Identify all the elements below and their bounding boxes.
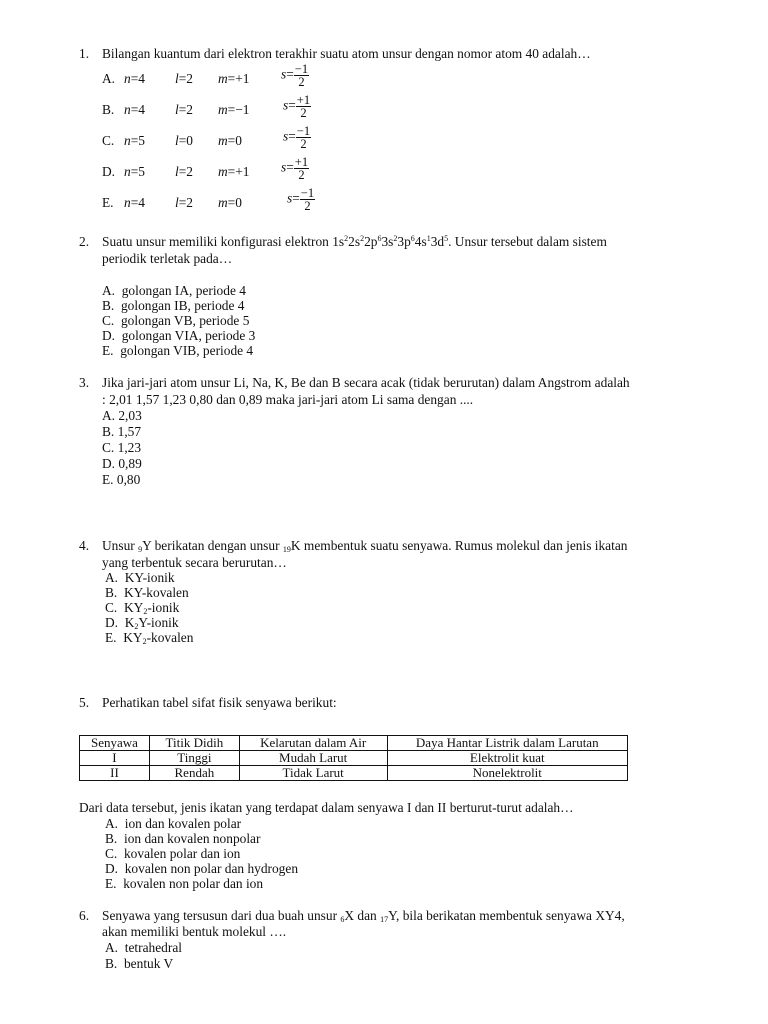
option-letter: B. [105,585,118,600]
orbital: 2s [348,234,361,249]
text-part: Y berikatan dengan unsur [142,538,283,553]
option-text: golongan IA, periode 4 [121,283,246,298]
option-text: golongan VB, periode 5 [120,313,250,328]
question-number: 4. [79,538,90,553]
question-followup: Dari data tersebut, jenis ikatan yang terdapat dalam senyawa I dan II berturut-turut adalah… [79,800,574,815]
electron-count: 6 [410,234,415,243]
s-numerator: +1 [294,155,309,169]
atomic-number: 9 [138,545,143,554]
quantum-n: n=4 [124,71,145,86]
electron-count: 2 [360,234,365,243]
table-cell: Tidak Larut [239,766,387,781]
question-number: 2. [79,234,90,249]
option-letter: B. [102,102,115,117]
atomic-number: 17 [380,915,389,924]
table-cell: Mudah Larut [239,751,387,766]
option-text: golongan IB, periode 4 [120,298,245,313]
quantum-m: m=0 [218,133,242,148]
option-letter: B. [102,298,115,313]
properties-table [79,735,628,781]
option-a [105,816,241,831]
subscript: 2 [134,622,139,631]
m-value: −1 [235,102,250,117]
m-value: +1 [235,164,250,179]
option-letter: C. [102,313,115,328]
l-value: 0 [186,133,193,148]
question-text-line-2: : 2,01 1,57 1,23 0,80 dan 0,89 maka jari-jari atom Li sama dengan .... [102,392,474,407]
quantum-n: n=5 [124,133,145,148]
table-header-cell: Titik Didih [149,736,239,751]
text-part: Y, bila berikatan membentuk senyawa XY4, [388,908,625,923]
option-e [105,630,193,645]
question-text-line-2: yang terbentuk secara berurutan… [102,555,287,570]
question-number: 3. [79,375,90,390]
s-numerator: −1 [294,62,309,76]
m-value: 0 [235,195,242,210]
option-a: A. 2,03 [102,408,142,423]
quantum-l: l=2 [175,164,193,179]
orbital: 2p [364,234,378,249]
orbital: 3d [430,234,445,249]
option-letter: E. [102,195,114,210]
quantum-n: n=4 [124,102,145,117]
question-number: 5. [79,695,90,710]
option-letter: E. [105,630,117,645]
quantum-l: l=2 [175,71,193,86]
question-text: Bilangan kuantum dari elektron terakhir suatu atom unsur dengan nomor atom 40 adalah… [102,46,591,61]
table-cell: Nonelektrolit [387,766,627,781]
option-d: D. 0,89 [102,456,142,471]
table-cell: II [80,766,150,781]
option-c [105,600,179,615]
text-part: Senyawa yang tersusun dari dua buah unsur [102,908,341,923]
option-b [102,298,244,313]
quantum-m: m=−1 [218,102,250,117]
electron-count: 1 [426,234,431,243]
s-denominator: 2 [300,137,307,151]
question-text [102,538,627,553]
table-cell: Tinggi [149,751,239,766]
table-row [80,751,628,766]
option-a [105,570,175,585]
question-text [102,908,625,923]
question-text: Perhatikan tabel sifat fisik senyawa berikut: [102,695,337,710]
quantum-m: m=0 [218,195,242,210]
option-letter: D. [105,861,119,876]
table-cell: Elektrolit kuat [387,751,627,766]
quantum-l: l=0 [175,133,193,148]
s-numerator: −1 [300,186,315,200]
option-letter: C. [105,600,118,615]
atomic-number: 19 [282,545,291,554]
l-value: 2 [186,102,193,117]
option-text: K [124,615,135,630]
option-letter: A. [102,283,116,298]
question-number: 1. [79,46,90,61]
question-text-line-2: periodik terletak pada… [102,251,233,266]
l-value: 2 [186,164,193,179]
option-letter: A. [105,940,119,955]
table-header-cell: Senyawa [80,736,150,751]
option-letter: E. [102,343,114,358]
question-text-line-2: akan memiliki bentuk molekul …. [102,924,287,939]
atomic-number: 6 [340,915,345,924]
text-post: . Unsur tersebut dalam sistem [448,234,607,249]
text-pre: Suatu unsur memiliki konfigurasi elektron [102,234,333,249]
option-text: ion dan kovalen polar [124,816,242,831]
quantum-m: m=+1 [218,71,250,86]
orbital: 3s [381,234,394,249]
option-text: kovalen polar dan ion [123,846,241,861]
text-part: K membentuk suatu senyawa. Rumus molekul dan jenis ikatan [290,538,628,553]
option-letter: D. [102,164,116,179]
option-d [102,328,255,343]
option-a [102,283,246,298]
option-text: kovalen non polar dan ion [123,876,264,891]
option-b [105,831,260,846]
table-cell: Rendah [149,766,239,781]
s-denominator: 2 [304,199,311,213]
option-d [105,615,179,630]
text-part: Unsur [102,538,139,553]
s-numerator: +1 [296,93,311,107]
subscript: 2 [142,637,147,646]
option-letter: E. [105,876,117,891]
l-value: 2 [186,195,193,210]
option-text: Y-ionik [138,615,179,630]
option-letter: D. [105,615,119,630]
m-value: +1 [235,71,250,86]
option-letter: C. [105,846,118,861]
orbital: 3p [397,234,411,249]
text-part: X dan [344,908,381,923]
question-number: 6. [79,908,90,923]
s-denominator: 2 [298,75,305,89]
table-header-cell: Kelarutan dalam Air [239,736,387,751]
option-text: ion dan kovalen nonpolar [123,831,261,846]
option-c [102,313,249,328]
orbital: 1s [332,234,345,249]
quantum-n: n=4 [124,195,145,210]
option-e [102,343,253,358]
s-denominator: 2 [300,106,307,120]
quantum-s: s= $\frac{+1}{2}$ [281,155,309,182]
s-denominator: 2 [298,168,305,182]
option-letter: A. [105,816,119,831]
option-b [105,956,173,971]
option-letter: A. [105,570,119,585]
electron-count: 2 [344,234,349,243]
option-d [105,861,298,876]
option-text: bentuk V [123,956,174,971]
question-text: Jika jari-jari atom unsur Li, Na, K, Be dan B secara acak (tidak berurutan) dalam Angstrom adalah [102,375,630,390]
table-header-cell: Daya Hantar Listrik dalam Larutan [387,736,627,751]
l-value: 2 [186,71,193,86]
orbital: 4s [414,234,427,249]
option-text: tetrahedral [124,940,182,955]
option-text: KY-kovalen [123,585,189,600]
quantum-s: s= $\frac{+1}{2}$ [283,93,311,120]
quantum-m: m=+1 [218,164,250,179]
quantum-s: s= $\frac{-1}{2}$ [287,186,315,213]
option-e [105,876,263,891]
option-c [105,846,240,861]
option-text: golongan VIA, periode 3 [121,328,256,343]
option-letter: A. [102,71,116,86]
option-letter: B. [105,831,118,846]
table-cell: I [80,751,150,766]
electron-count: 6 [377,234,382,243]
option-b [105,585,189,600]
option-text: golongan VIB, periode 4 [120,343,254,358]
quantum-n: n=5 [124,164,145,179]
option-text: KY [123,600,144,615]
question-text [102,234,607,249]
quantum-s: s= $\frac{-1}{2}$ [283,124,311,151]
electron-count: 2 [393,234,398,243]
option-letter: D. [102,328,116,343]
option-a [105,940,182,955]
table-row [80,766,628,781]
option-text: KY [123,630,143,645]
quantum-l: l=2 [175,195,193,210]
quantum-l: l=2 [175,102,193,117]
electron-count: 5 [444,234,449,243]
subscript: 2 [143,607,148,616]
table-header-row [80,736,628,751]
option-c: C. 1,23 [102,440,142,455]
option-text: KY-ionik [124,570,175,585]
option-e: E. 0,80 [102,472,141,487]
m-value: 0 [235,133,242,148]
n-value: 5 [138,133,145,148]
n-value: 5 [138,164,145,179]
option-letter: C. [102,133,115,148]
n-value: 4 [138,195,145,210]
n-value: 4 [138,102,145,117]
option-letter: B. [105,956,118,971]
option-text: -kovalen [146,630,194,645]
electron-configuration [332,234,448,249]
n-value: 4 [138,71,145,86]
option-text: kovalen non polar dan hydrogen [124,861,299,876]
option-text: -ionik [147,600,180,615]
option-b: B. 1,57 [102,424,142,439]
s-numerator: −1 [296,124,311,138]
quantum-s: s= $\frac{-1}{2}$ [281,62,309,89]
